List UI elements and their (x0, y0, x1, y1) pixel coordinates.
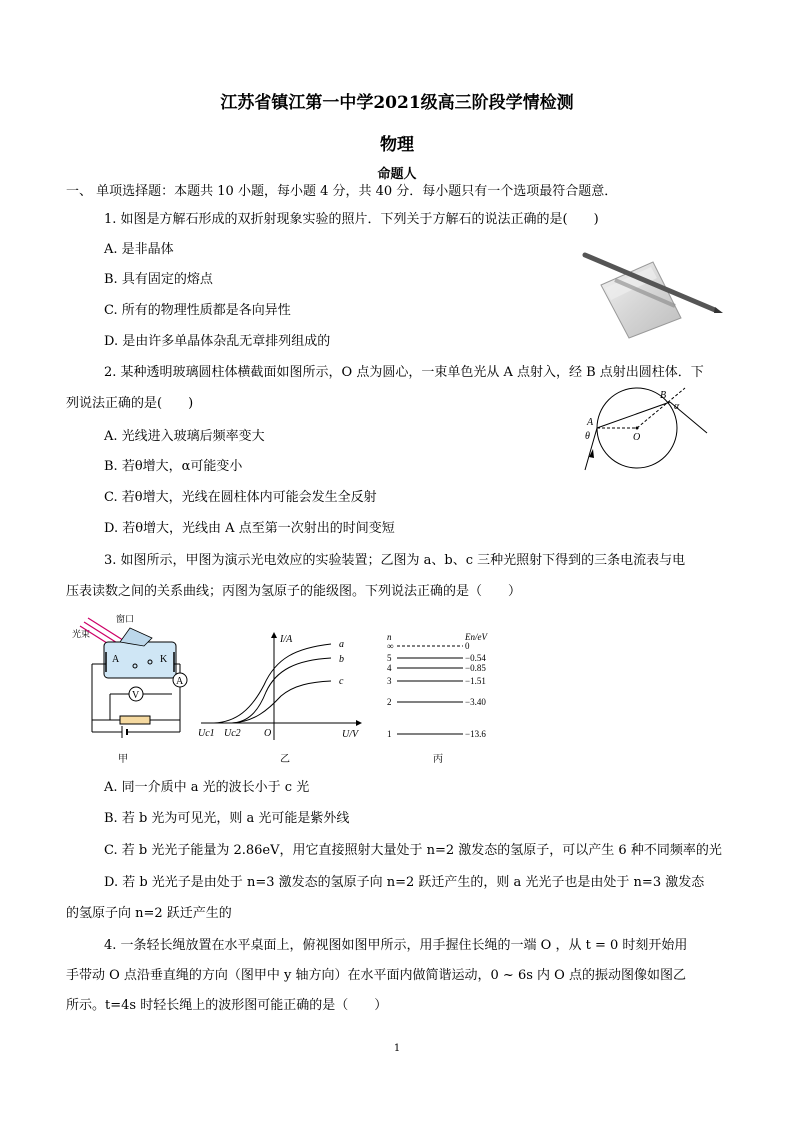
energy-level-e: −0.54 (465, 653, 486, 663)
caption-bing: 丙 (433, 754, 443, 765)
label-o: O (633, 432, 641, 443)
calcite-photo (575, 240, 725, 340)
label-a: A (587, 417, 594, 428)
light-label: 光束 (72, 629, 91, 639)
energy-level-n: ∞ (387, 641, 394, 651)
uc2-label: Uc2 (224, 728, 241, 739)
iv-curves (196, 630, 366, 767)
author-line: 命题人 (377, 167, 417, 182)
q3-option-a: A. 同一介质中 a 光的波长小于 c 光 (104, 780, 310, 795)
q2-option-c: C. 若θ增大，光线在圆柱体内可能会发生全反射 (104, 490, 377, 505)
q2-option-b: B. 若θ增大，α可能变小 (104, 459, 243, 474)
n-header: n (387, 632, 392, 642)
label-theta: θ (585, 431, 590, 442)
q3-option-d: D. 若 b 光光子是由处于 n=3 激发态的氢原子向 n=2 跃迁产生的，则 a 光光子也是由处于 n=3 激发态 (104, 875, 705, 890)
cathode-label: K (160, 654, 168, 665)
energy-level-n: 1 (387, 729, 392, 739)
page-number: 1 (393, 1043, 401, 1054)
q1-option-b: B. 具有固定的熔点 (104, 272, 213, 287)
q2-stem-line1: 2. 某种透明玻璃圆柱体横截面如图所示，O 点为圆心，一束单色光从 A 点射入，经 B 点射出圆柱体．下 (104, 365, 704, 380)
uc1-label: Uc1 (198, 728, 215, 739)
q4-line1: 4. 一条轻长绳放置在水平桌面上，俯视图如图甲所示，用手握住长绳的一端 O ，从 t = 0 时刻开始用 (104, 938, 688, 953)
curve-c (232, 681, 331, 723)
q4-line2: 手带动 O 点沿垂直绳的方向（图甲中 y 轴方向）在水平面内做简谐运动，0 ~ 6s 内 O 点的振动图像如图乙 (66, 968, 686, 983)
q2-stem-line2: 列说法正确的是( ) (66, 396, 194, 411)
q3-stem-line2: 压表读数之间的关系曲线；丙图为氢原子的能级图。下列说法正确的是（ ） (66, 584, 522, 599)
q2-option-d: D. 若θ增大，光线由 A 点至第一次射出的时间变短 (104, 521, 395, 536)
q1-option-c: C. 所有的物理性质都是各向异性 (104, 303, 291, 318)
xlabel: U/V (342, 729, 359, 740)
section-heading: 一、 单项选择题：本题共 10 小题，每小题 4 分，共 40 分．每小题只有一个选项最符合题意． (66, 184, 618, 199)
ylabel: I/A (280, 634, 293, 645)
curve-a (214, 644, 331, 723)
curve-a-label: a (339, 639, 344, 650)
energy-level-n: 2 (387, 697, 392, 707)
label-alpha: α (674, 401, 680, 412)
origin-label: O (264, 728, 272, 739)
curve-b (232, 658, 331, 723)
q4-line3: 所示。t=4s 时轻长绳上的波形图可能正确的是（ ） (66, 998, 388, 1013)
curve-c-label: c (339, 676, 344, 687)
caption-yi: 乙 (280, 754, 290, 765)
photoelectric-apparatus (70, 612, 195, 767)
exam-title: 江苏省镇江第一中学2021级高三阶段学情检测 (220, 93, 574, 113)
energy-level-n: 3 (387, 676, 392, 686)
label-b: B (660, 390, 667, 401)
energy-level-e: −3.40 (465, 697, 486, 707)
energy-level-n: 5 (387, 653, 392, 663)
energy-level-e: −1.51 (465, 676, 486, 686)
rheostat (120, 716, 150, 724)
voltmeter-label: V (132, 690, 140, 701)
anode-label: A (112, 654, 120, 665)
subject-title: 物理 (380, 135, 414, 155)
ammeter-label: A (176, 676, 184, 687)
q3-stem-line1: 3. 如图所示，甲图为演示光电效应的实验装置；乙图为 a、b、c 三种光照射下得到的三条电流表与电 (104, 553, 686, 568)
q1-stem: 1. 如图是方解石形成的双折射现象实验的照片．下列关于方解石的说法正确的是( ) (104, 212, 599, 227)
window-label: 窗口 (116, 614, 135, 624)
refracted-ray (597, 402, 670, 428)
caption-jia: 甲 (118, 754, 128, 765)
energy-level-e: −13.6 (465, 729, 486, 739)
q1-option-d: D. 是由许多单晶体杂乱无章排列组成的 (104, 334, 331, 349)
energy-level-diagram (385, 630, 505, 767)
energy-level-e: −0.85 (465, 663, 486, 673)
energy-level-e: 0 (465, 641, 470, 651)
q3-option-c: C. 若 b 光光子能量为 2.86eV，用它直接照射大量处于 n=2 激发态的氢原子，可以产生 6 种不同频率的光 (104, 843, 722, 858)
q3-option-d-cont: 的氢原子向 n=2 跃迁产生的 (66, 906, 232, 921)
e-header: En/eV (465, 632, 487, 642)
curve-b-label: b (339, 654, 344, 665)
q1-option-a: A. 是非晶体 (104, 242, 174, 257)
q3-option-b: B. 若 b 光为可见光，则 a 光可能是紫外线 (104, 811, 350, 826)
q2-option-a: A. 光线进入玻璃后频率变大 (104, 429, 265, 444)
glass-cylinder-figure (575, 385, 715, 475)
energy-level-n: 4 (387, 663, 392, 673)
